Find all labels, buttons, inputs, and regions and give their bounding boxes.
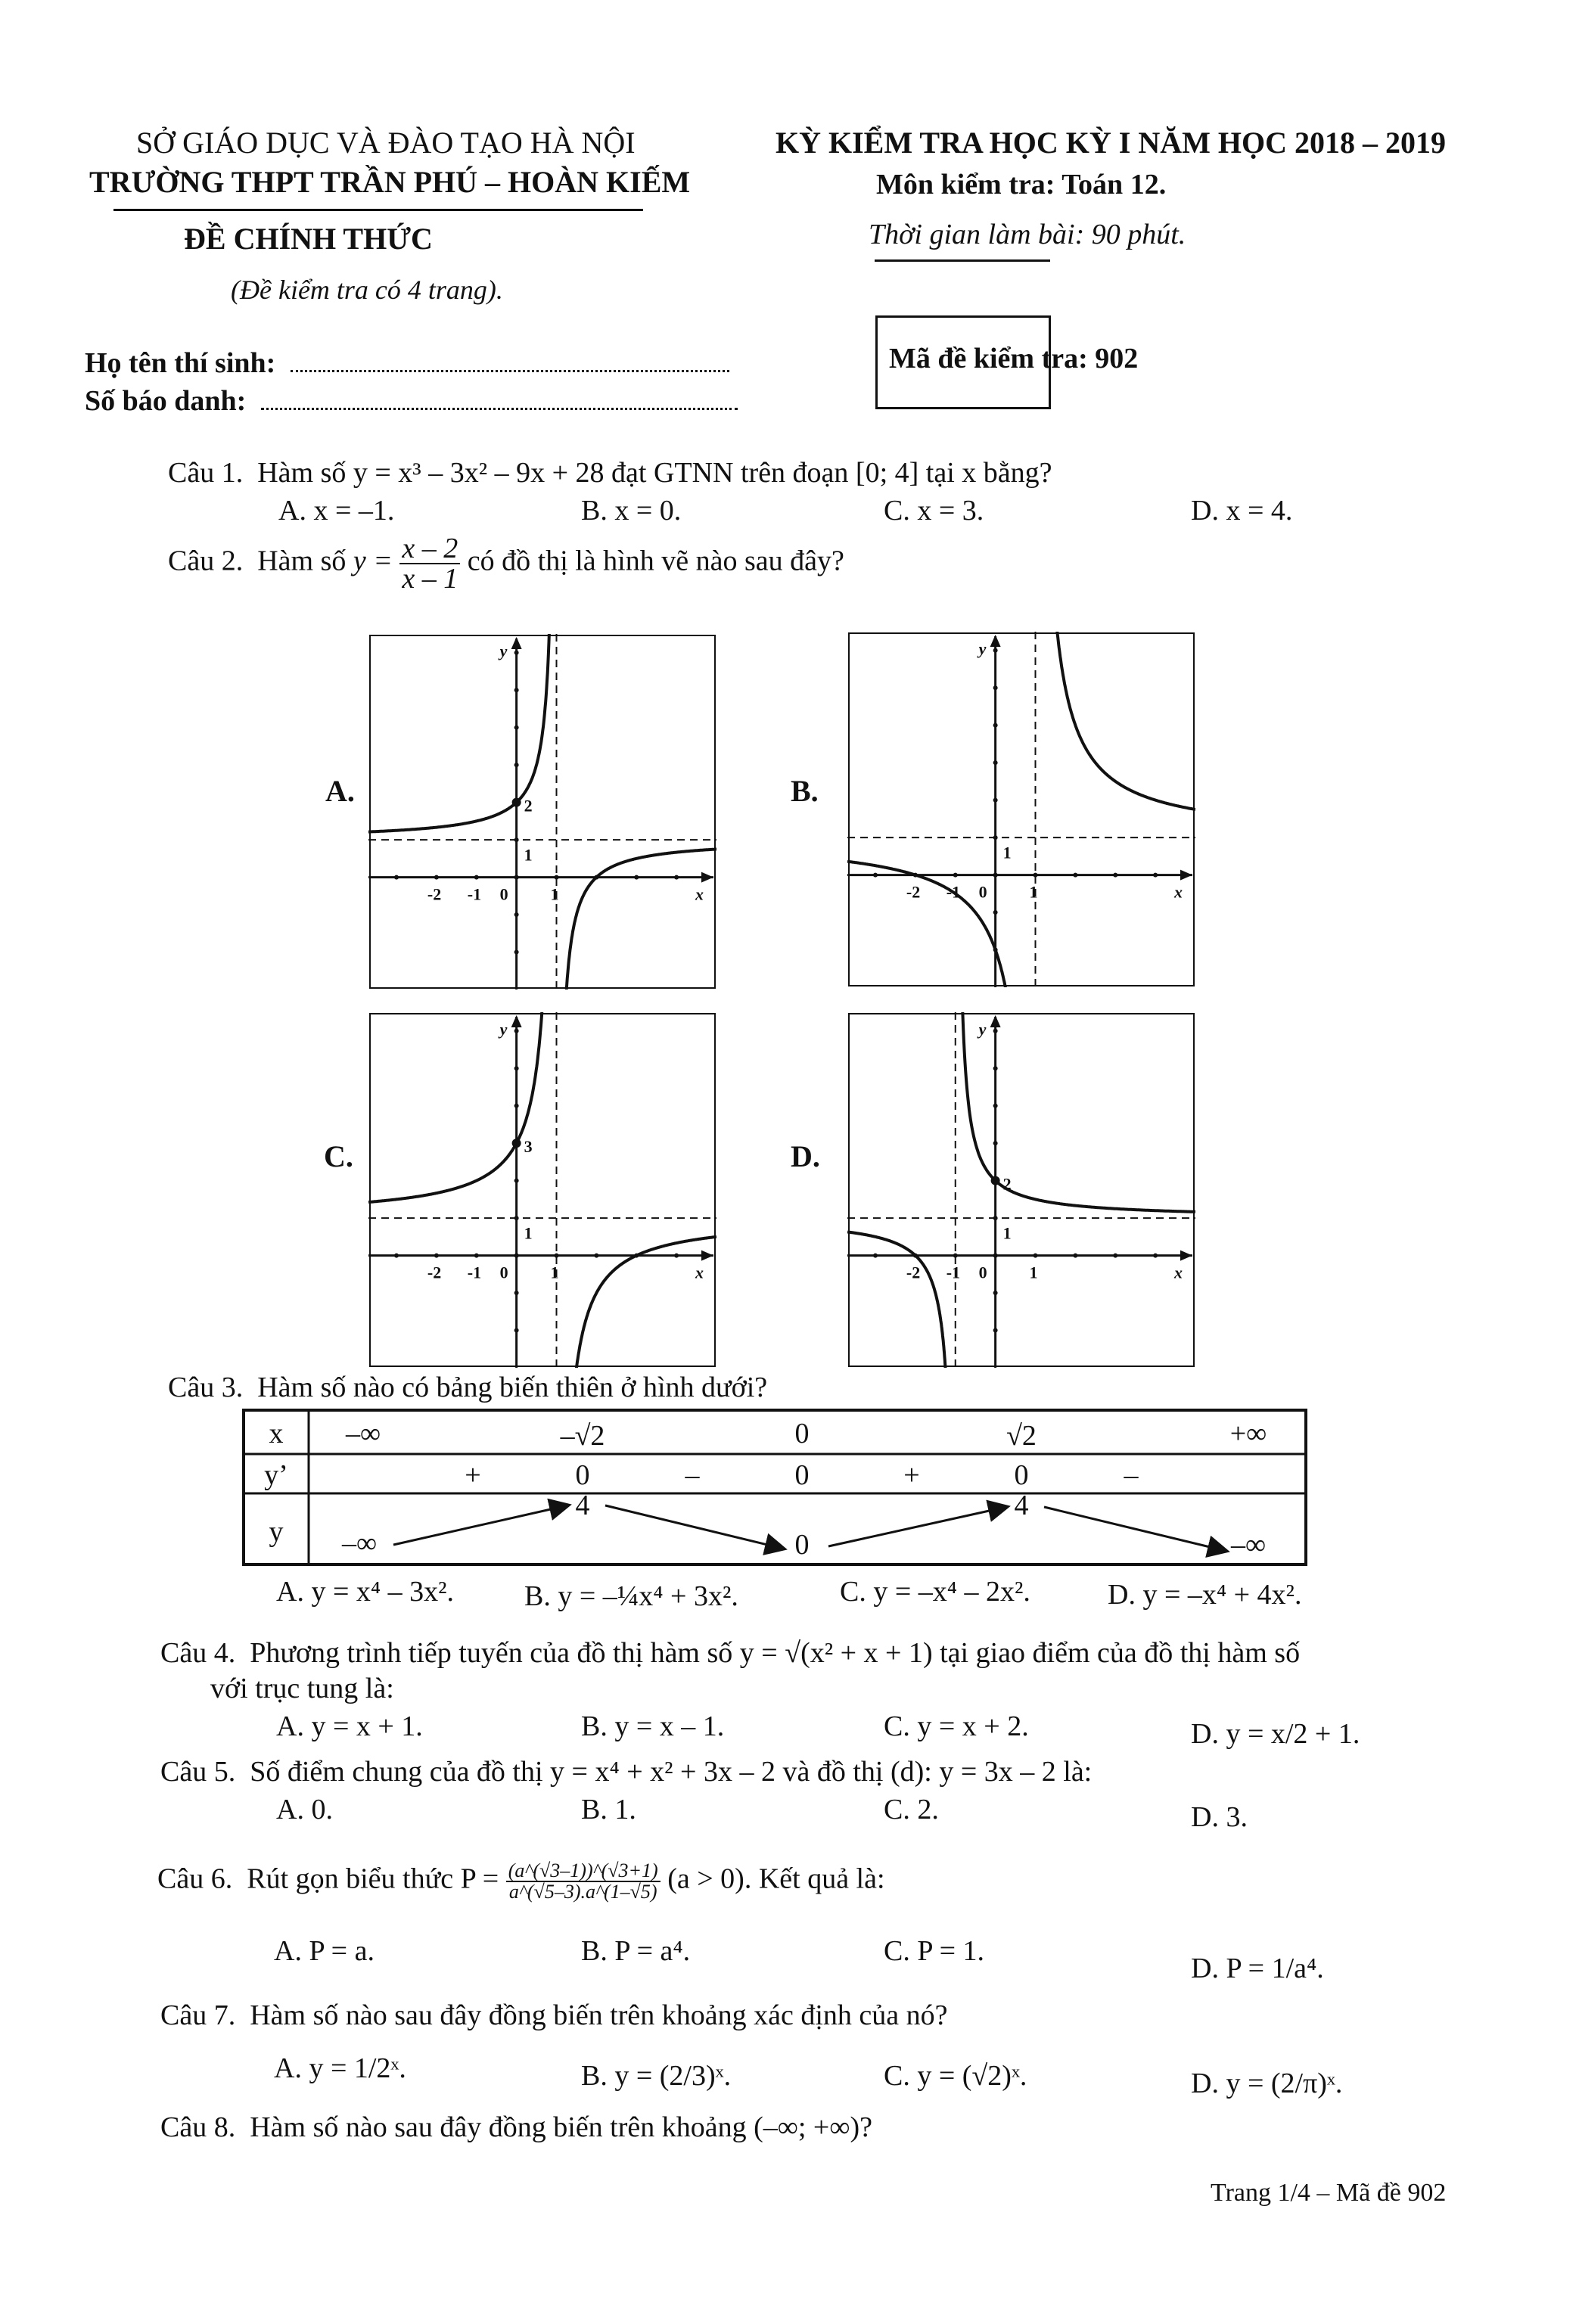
department-name: SỞ GIÁO DỤC VÀ ĐÀO TẠO HÀ NỘI (136, 126, 636, 160)
tbl-x-zero: 0 (794, 1418, 810, 1449)
y-tick (514, 1104, 519, 1108)
y-tick-label: 1 (1002, 843, 1012, 862)
x-tick (953, 873, 958, 878)
q3-option-c[interactable]: C. y = –x⁴ – 2x². (840, 1576, 1030, 1608)
q5-option-b[interactable]: B. 1. (581, 1794, 636, 1825)
tbl-x-pos-inf: +∞ (1229, 1418, 1267, 1449)
x-tick (434, 1254, 439, 1258)
q7-option-b[interactable]: B. y = (2/3)ˣ. (581, 2060, 732, 2092)
x-axis-label: x (695, 1263, 704, 1282)
y-axis-label: y (499, 642, 508, 660)
y-tick (514, 1254, 519, 1258)
q6-option-c[interactable]: C. P = 1. (884, 1935, 984, 1967)
name-field[interactable] (85, 346, 729, 380)
y-tick (993, 1141, 998, 1145)
y-tick-label: 1 (524, 1223, 533, 1243)
y-tick (514, 1291, 519, 1295)
x-tick (674, 1254, 679, 1258)
x-tick-label: 1 (1029, 1263, 1038, 1282)
id-label: Số báo danh: (85, 385, 247, 417)
x-tick-label: -1 (467, 1263, 482, 1282)
x-tick (873, 873, 878, 878)
y-intercept-label: 2 (524, 796, 533, 816)
x-tick (1073, 1254, 1077, 1258)
x-tick (873, 1254, 878, 1258)
y-tick (514, 837, 519, 842)
q2-fraction (399, 534, 460, 593)
x-tick (1113, 1254, 1117, 1258)
q1-option-b[interactable]: B. x = 0. (581, 495, 682, 527)
q5-option-c[interactable]: C. 2. (884, 1794, 939, 1825)
y-tick (514, 1066, 519, 1070)
question-4 (160, 1636, 1300, 1670)
q6-option-b[interactable]: B. P = a⁴. (581, 1935, 691, 1967)
graph-a[interactable] (368, 634, 716, 990)
x-tick (1033, 1254, 1038, 1258)
tbl-x-sqrt2: √2 (1006, 1420, 1037, 1452)
q4-text: Phương trình tiếp tuyến của đồ thị hàm số y = √(x² + x + 1) tại giao điểm của đồ thị hàm số (250, 1637, 1301, 1669)
y-tick (514, 950, 519, 955)
x-tick (394, 1254, 399, 1258)
tbl-arrow-down-2 (1044, 1507, 1226, 1551)
x-axis-arrow-icon (1180, 870, 1192, 881)
x-tick-label: -2 (427, 1263, 442, 1282)
y-axis-arrow-icon (990, 635, 1001, 647)
x-tick-label: 0 (499, 884, 508, 904)
y-tick (993, 685, 998, 690)
y-tick (993, 648, 998, 653)
y-intercept-point (991, 1176, 1000, 1185)
question-7 (160, 1999, 948, 2032)
x-tick (953, 1254, 958, 1258)
x-tick-label: 1 (1029, 882, 1038, 902)
tbl-y-label: y (269, 1516, 284, 1548)
tbl-arrow-down-1 (605, 1505, 783, 1549)
x-tick (594, 1254, 598, 1258)
tbl-yp-sign-2: – (685, 1459, 700, 1491)
q3-option-a[interactable]: A. y = x⁴ – 3x². (276, 1576, 455, 1608)
tbl-yp-zero-1: 0 (575, 1459, 590, 1491)
y-tick (993, 1216, 998, 1220)
x-tick (474, 1254, 479, 1258)
question-6 (157, 1861, 885, 1902)
y-tick-label: 1 (524, 845, 533, 865)
x-tick-label: 1 (550, 884, 559, 904)
q8-label: Câu 8. (160, 2111, 236, 2143)
tbl-x-neg-sqrt2: –√2 (560, 1420, 605, 1452)
graph-a-letter[interactable]: A. (325, 774, 355, 808)
tbl-yp-sign-4: – (1124, 1459, 1139, 1491)
y-intercept-label: 2 (1002, 1174, 1012, 1194)
x-tick-label: 0 (978, 882, 987, 902)
q2-frac-den: x – 1 (402, 563, 458, 595)
q3-option-d[interactable]: D. y = –x⁴ + 4x². (1108, 1579, 1302, 1611)
y-tick (514, 912, 519, 917)
id-field[interactable] (85, 384, 738, 418)
x-tick-label: 1 (550, 1263, 559, 1282)
q3-text: Hàm số nào có bảng biến thiên ở hình dưới? (257, 1372, 768, 1403)
exam-code: Mã đề kiểm tra: 902 (889, 343, 1139, 374)
y-tick (993, 1291, 998, 1295)
y-tick (514, 1216, 519, 1220)
q4-option-a[interactable]: A. y = x + 1. (276, 1710, 423, 1742)
q1-text: Hàm số y = x³ – 3x² – 9x + 28 đạt GTNN trên đoạn [0; 4] tại x bằng? (257, 457, 1052, 489)
q7-option-c[interactable]: C. y = (√2)ˣ. (884, 2060, 1027, 2092)
x-tick (1153, 1254, 1158, 1258)
graph-frame (370, 635, 715, 988)
x-axis-label: x (1174, 1263, 1183, 1282)
q6-fraction (506, 1861, 661, 1902)
y-tick (514, 1328, 519, 1333)
y-tick (993, 1328, 998, 1333)
y-axis-label: y (978, 639, 987, 658)
page-footer: Trang 1/4 – Mã đề 902 (1211, 2179, 1447, 2207)
curve-branch-1 (847, 862, 1009, 987)
x-tick (434, 875, 439, 880)
tbl-yp-sign-1: + (465, 1459, 481, 1491)
y-axis-label: y (499, 1020, 508, 1039)
x-tick (394, 875, 399, 880)
x-axis-arrow-icon (1180, 1251, 1192, 1261)
question-5 (160, 1755, 1092, 1788)
x-tick (1033, 873, 1038, 878)
q1-option-d[interactable]: D. x = 4. (1191, 495, 1293, 527)
q4-text-2: với trục tung là: (210, 1673, 394, 1704)
curve-branch-1 (368, 634, 549, 832)
tbl-y-end: –∞ (1230, 1529, 1267, 1561)
y-tick (993, 723, 998, 728)
x-tick-label: -2 (906, 882, 921, 902)
curve-branch-1 (847, 1232, 946, 1368)
q7-option-d[interactable]: D. y = (2/π)ˣ. (1191, 2068, 1343, 2099)
y-tick (514, 763, 519, 767)
x-tick (474, 875, 479, 880)
q8-text: Hàm số nào sau đây đồng biến trên khoảng (–∞; +∞)? (250, 2111, 872, 2143)
q4-label: Câu 4. (160, 1637, 236, 1669)
tbl-yp-zero-3: 0 (1014, 1459, 1029, 1491)
x-axis-arrow-icon (701, 872, 713, 883)
y-tick (514, 651, 519, 655)
q6-frac-num: (a^(√3–1))^(√3+1) (506, 1861, 661, 1882)
y-axis-arrow-icon (990, 1015, 1001, 1027)
x-axis-label: x (1174, 882, 1183, 902)
curve-branch-2 (1055, 632, 1195, 809)
tbl-yp-zero-2: 0 (794, 1459, 810, 1491)
y-tick (993, 760, 998, 765)
x-tick-label: -2 (906, 1263, 921, 1282)
name-label: Họ tên thí sinh: (85, 347, 276, 379)
q1-option-a[interactable]: A. x = –1. (278, 495, 395, 527)
q2-text-after: có đồ thị là hình vẽ nào sau đây? (467, 545, 844, 577)
x-tick-label: -1 (946, 1263, 961, 1282)
q7-option-a[interactable]: A. y = 1/2ˣ. (274, 2052, 406, 2084)
school-name: TRƯỜNG THPT TRẦN PHÚ – HOÀN KIẾM (89, 165, 691, 199)
q2-label: Câu 2. (168, 545, 244, 577)
question-3 (168, 1371, 767, 1404)
graph-frame (849, 633, 1194, 986)
y-tick (993, 1066, 998, 1070)
curve-branch-2 (566, 850, 716, 990)
exam-title: KỲ KIỂM TRA HỌC KỲ I NĂM HỌC 2018 – 2019 (776, 126, 1446, 160)
y-tick-label: 1 (1002, 1223, 1012, 1243)
q6-frac-den: a^(√5–3).a^(1–√5) (508, 1881, 657, 1903)
y-tick (514, 875, 519, 880)
q1-label: Câu 1. (168, 457, 244, 489)
y-intercept-point (512, 798, 521, 807)
graph-b[interactable] (847, 632, 1195, 987)
y-tick (993, 1254, 998, 1258)
x-tick-label: -1 (467, 884, 482, 904)
q6-label: Câu 6. (157, 1863, 233, 1895)
tbl-arrow-up-1 (393, 1505, 567, 1545)
duration-label: Thời gian làm bài: 90 phút. (869, 219, 1186, 250)
q6-text-before: Rút gọn biểu thức P = (247, 1863, 499, 1895)
x-tick-label: -2 (427, 884, 442, 904)
x-tick-label: -1 (946, 882, 961, 902)
q4-option-b[interactable]: B. y = x – 1. (581, 1710, 725, 1742)
q4-option-c[interactable]: C. y = x + 2. (884, 1710, 1029, 1742)
school-underline (113, 209, 643, 211)
q5-option-d[interactable]: D. 3. (1191, 1801, 1248, 1833)
tbl-arrow-up-2 (828, 1507, 1006, 1546)
q2-frac-num: x – 2 (399, 534, 460, 564)
graph-b-letter[interactable]: B. (791, 774, 819, 808)
pages-note: (Đề kiểm tra có 4 trang). (231, 275, 503, 305)
graph-d[interactable] (847, 1012, 1195, 1368)
y-tick (993, 873, 998, 878)
q5-option-a[interactable]: A. 0. (276, 1794, 333, 1825)
variation-table (242, 1409, 1309, 1567)
y-tick (993, 835, 998, 840)
q6-option-a[interactable]: A. P = a. (274, 1935, 375, 1967)
y-axis-arrow-icon (511, 1015, 522, 1027)
x-tick (1153, 873, 1158, 878)
y-tick (514, 1029, 519, 1033)
tbl-x-label: x (269, 1418, 284, 1449)
tbl-y-min: 0 (794, 1529, 810, 1561)
q1-option-c[interactable]: C. x = 3. (884, 495, 984, 527)
x-axis-arrow-icon (701, 1251, 713, 1261)
y-axis-label: y (978, 1020, 987, 1039)
y-intercept-point (512, 1139, 521, 1148)
q3-option-b[interactable]: B. y = –¼x⁴ + 3x². (524, 1580, 738, 1612)
y-tick (993, 1104, 998, 1108)
tbl-y-max-1: 4 (575, 1490, 590, 1521)
q5-text: Số điểm chung của đồ thị y = x⁴ + x² + 3x – 2 và đồ thị (d): y = 3x – 2 là: (250, 1756, 1093, 1788)
question-1 (168, 456, 1052, 489)
y-tick (993, 910, 998, 915)
q5-label: Câu 5. (160, 1756, 236, 1788)
duration-underline (875, 259, 1050, 262)
question-8 (160, 2111, 872, 2144)
tbl-yp-sign-3: + (903, 1459, 920, 1491)
id-blank[interactable] (261, 408, 738, 410)
q2-text-before: Hàm số (257, 545, 347, 577)
official-label: ĐỀ CHÍNH THỨC (184, 222, 433, 256)
tbl-x-neg-inf: –∞ (345, 1418, 381, 1449)
tbl-y-max-2: 4 (1014, 1490, 1029, 1521)
graph-c-letter[interactable]: C. (324, 1139, 353, 1173)
x-tick (555, 875, 559, 880)
question-2: Câu 2. Hàm số y = $\frac{x - 2}{x - 1}$ có đồ thị là hình vẽ nào sau đây? (168, 533, 844, 595)
graph-frame (849, 1014, 1194, 1366)
q7-text: Hàm số nào sau đây đồng biến trên khoảng xác định của nó? (250, 1999, 948, 2031)
subject-label: Môn kiểm tra: Toán 12. (876, 169, 1167, 200)
q6-text-after: (a > 0). Kết quả là: (667, 1863, 885, 1895)
q4-option-d[interactable]: D. y = x/2 + 1. (1191, 1718, 1360, 1750)
y-tick (993, 798, 998, 803)
y-tick (514, 688, 519, 692)
x-tick (1073, 873, 1077, 878)
x-tick (674, 875, 679, 880)
graph-c[interactable] (368, 1012, 716, 1368)
y-tick (514, 725, 519, 730)
graph-d-letter[interactable]: D. (791, 1139, 820, 1173)
q6-option-d[interactable]: D. P = 1/a⁴. (1191, 1953, 1324, 1984)
graph-frame (370, 1014, 715, 1366)
x-tick (1113, 873, 1117, 878)
y-tick (514, 1179, 519, 1183)
x-tick (634, 875, 639, 880)
q3-label: Câu 3. (168, 1372, 244, 1403)
y-intercept-label: 3 (524, 1137, 533, 1157)
y-axis-arrow-icon (511, 637, 522, 649)
q7-label: Câu 7. (160, 1999, 236, 2031)
x-tick (555, 1254, 559, 1258)
name-blank[interactable] (291, 370, 729, 372)
tbl-y-start: –∞ (341, 1527, 378, 1559)
tbl-yp-label: y’ (264, 1459, 288, 1491)
x-tick-label: 0 (499, 1263, 508, 1282)
x-tick-label: 0 (978, 1263, 987, 1282)
y-tick (993, 1029, 998, 1033)
x-axis-label: x (695, 884, 704, 904)
